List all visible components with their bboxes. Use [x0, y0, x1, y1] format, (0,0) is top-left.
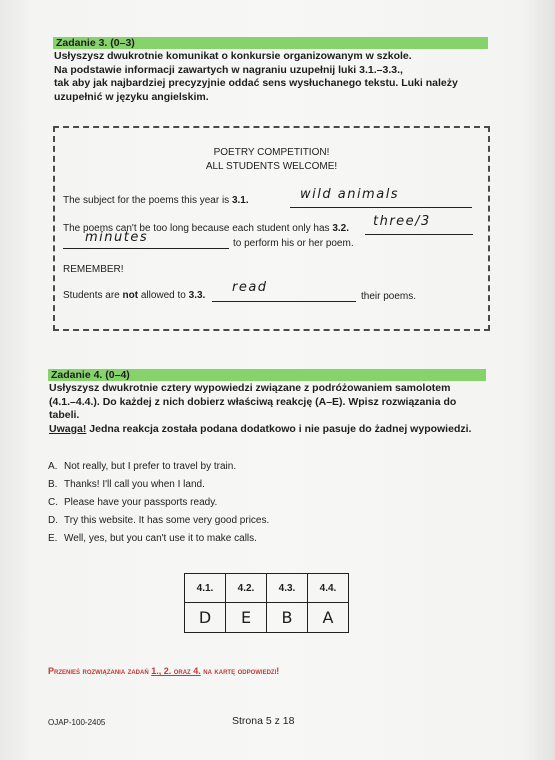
task4-note [49, 423, 489, 437]
option-text: Please have your passports ready. [64, 497, 218, 508]
gap-31-sentence [63, 195, 249, 207]
page-number: Strona 5 z 18 [232, 715, 295, 727]
task4-header: Zadanie 4. (0–4) [48, 369, 486, 381]
gap-33-text-b: allowed to [140, 290, 186, 301]
transfer-text-a: Przenieś rozwiązania zadań [48, 666, 149, 676]
task4-instruction-line: Usłyszysz dwukrotnie cztery wypowiedzi związane z podróżowaniem samolotem [49, 382, 451, 394]
task4-instruction-line: tabeli. [49, 409, 80, 421]
transfer-text-b: na kartę odpowiedzi! [203, 666, 280, 676]
gap-31-field[interactable] [290, 187, 472, 208]
gap-32-end: to perform his or her poem. [233, 238, 354, 249]
option-e [48, 533, 257, 545]
gap-31-number: 3.1. [231, 195, 249, 206]
gap-32-number: 3.2. [332, 223, 350, 234]
gap-31-text: The subject for the poems this year is [63, 195, 230, 206]
transfer-note [48, 666, 279, 676]
remember-label: REMEMBER! [63, 264, 124, 275]
notice-title: POETRY COMPETITION! [213, 147, 330, 158]
option-letter: E. [48, 533, 58, 544]
answer-31-handwriting: wild animals [300, 187, 400, 202]
option-text: Try this website. It has some very good prices. [64, 515, 270, 526]
task4-instructions [49, 382, 489, 436]
gap-33-text-a: Students are [63, 290, 120, 301]
notice-subtitle: ALL STUDENTS WELCOME! [205, 161, 338, 172]
transfer-task-list: 1., 2. oraz 4. [151, 666, 201, 676]
poetry-notice-box [53, 126, 490, 331]
task4-instruction-line: (4.1.–4.4.). Do każdej z nich dobierz właściwą reakcję (A–E). Wpisz rozwiązania do [49, 395, 457, 408]
task3-header: Zadanie 3. (0–3) [53, 37, 488, 49]
task3-instruction-line: Usłyszysz dwukrotnie komunikat o konkursie organizowanym w szkole. [54, 50, 412, 62]
gap-33-sentence [63, 290, 205, 302]
table-header-43: 4.3. [267, 574, 308, 603]
gap-32-field-a[interactable] [365, 214, 473, 235]
exam-code: OJAP-100-2405 [48, 718, 106, 727]
option-c [48, 497, 217, 509]
answer-32a-handwriting: three/3 [373, 214, 431, 229]
task3-instruction-line: uzupełnić w języku angielskim. [54, 90, 209, 103]
gap-33-field[interactable] [212, 280, 356, 302]
option-letter: A. [48, 461, 58, 472]
answer-32b-handwriting: minutes [85, 230, 149, 245]
option-text: Well, yes, but you can't use it to make calls. [64, 533, 257, 544]
answer-cell-43[interactable]: B [267, 603, 308, 633]
option-d [48, 515, 269, 527]
table-header-41: 4.1. [185, 574, 226, 603]
option-text: Not really, but I prefer to travel by train. [64, 461, 237, 472]
answer-cell-41[interactable]: D [185, 603, 226, 633]
task3-instruction-line: Na podstawie informacji zawartych w nagraniu uzupełnij luki 3.1.–3.3., [54, 63, 403, 76]
gap-33-number: 3.3. [188, 290, 206, 301]
task3-instructions [54, 50, 484, 104]
gap-33-not: not [122, 290, 139, 301]
option-text: Thanks! I'll call you when I land. [64, 479, 205, 490]
gap-32-text: The poems can't be too long because each student only has [63, 223, 330, 234]
answer-table [184, 573, 349, 633]
option-b [48, 479, 205, 491]
answer-cell-42[interactable]: E [226, 603, 267, 633]
note-label: Uwaga! [49, 422, 87, 435]
option-letter: B. [48, 479, 58, 490]
table-header-42: 4.2. [226, 574, 267, 603]
gap-32-field-b[interactable] [63, 230, 229, 249]
note-text: Jedna reakcja została podana dodatkowo i nie pasuje do żadnej wypowiedzi. [89, 422, 472, 435]
option-a [48, 461, 236, 473]
answer-cell-44[interactable]: A [308, 603, 349, 633]
option-letter: D. [48, 515, 58, 526]
gap-33-end: their poems. [361, 291, 417, 302]
task3-instruction-line: tak aby jak najbardziej precyzyjnie oddać sens wysłuchanego tekstu. Luki należy [54, 77, 458, 89]
option-letter: C. [48, 497, 58, 508]
table-header-44: 4.4. [308, 574, 349, 603]
answer-33-handwriting: read [232, 280, 268, 295]
